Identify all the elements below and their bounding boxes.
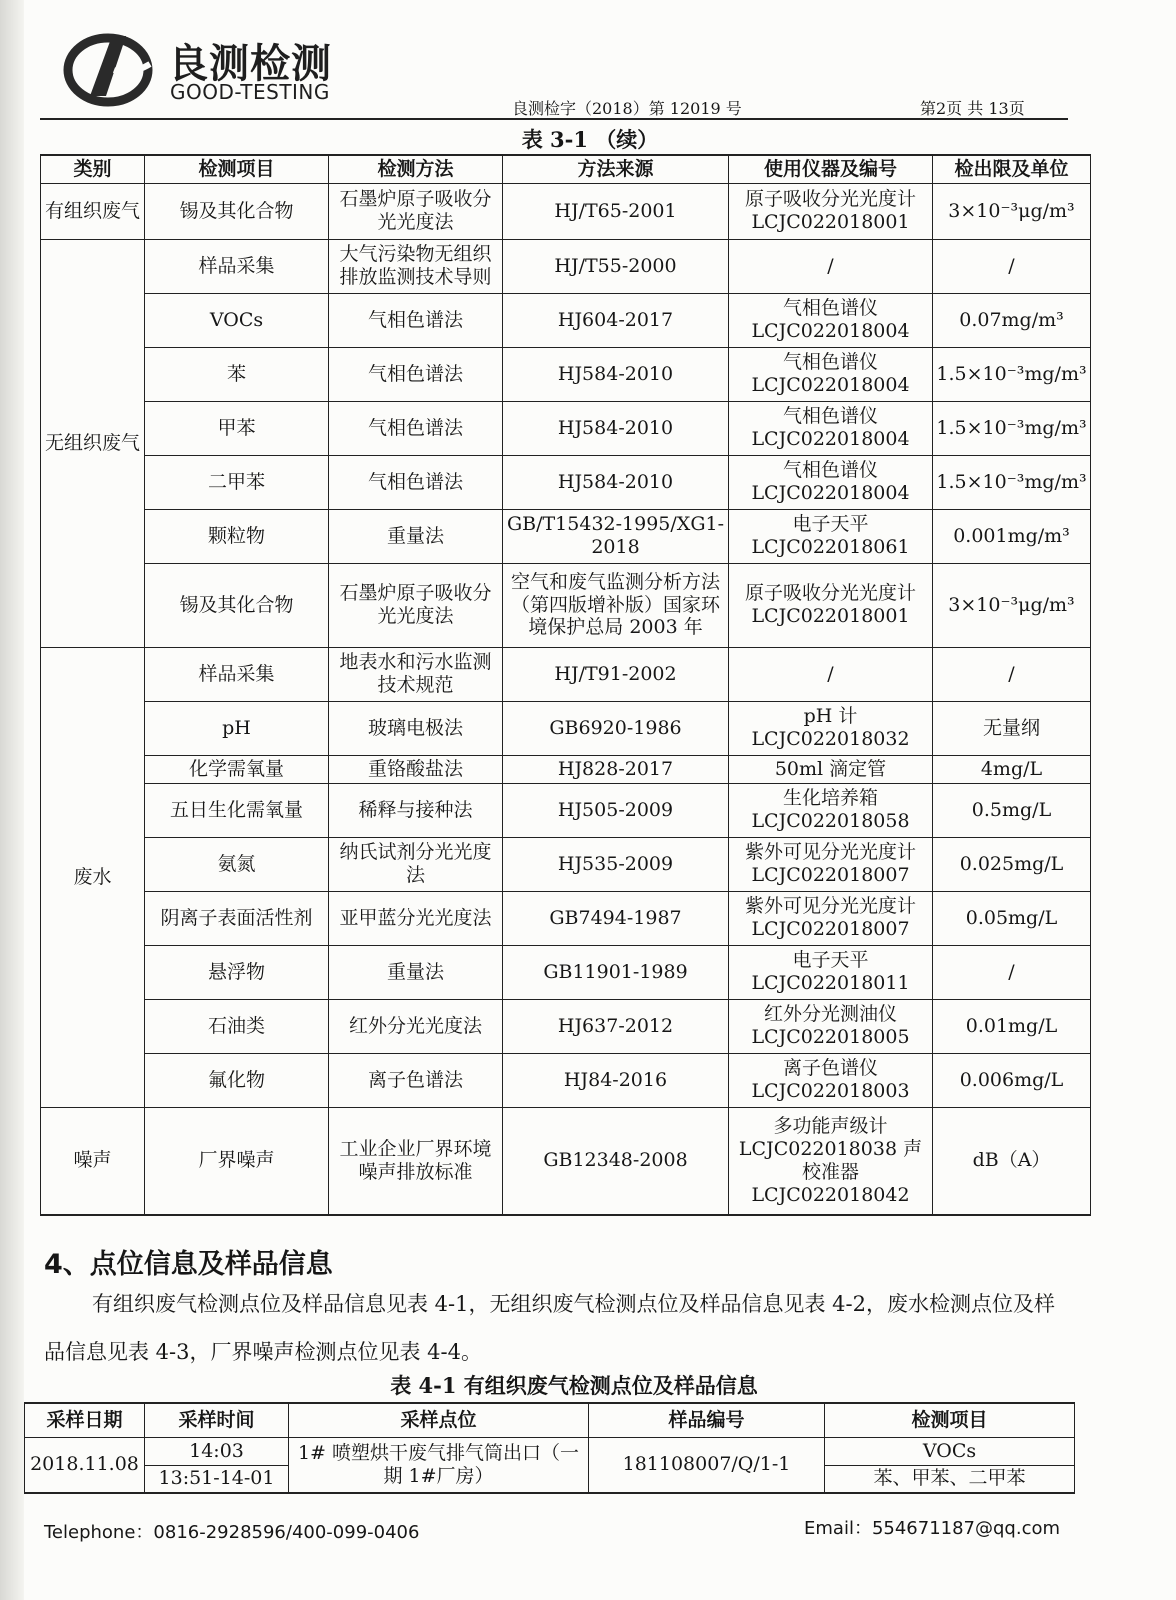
table-row (41, 347, 1091, 401)
header-category: 类别 (41, 155, 145, 183)
header-limit: 检出限及单位 (933, 155, 1091, 183)
instrument-cell: / (729, 239, 933, 293)
item-cell: 苯 (145, 347, 329, 401)
limit-cell: 1.5×10⁻³mg/m³ (933, 455, 1091, 509)
method-cell: 气相色谱法 (329, 347, 503, 401)
instrument-cell: 原子吸收分光光度计 LCJC022018001 (729, 563, 933, 647)
instrument-cell: 紫外可见分光光度计 LCJC022018007 (729, 891, 933, 945)
limit-cell: 0.006mg/L (933, 1053, 1091, 1107)
instrument-cell: 气相色谱仪 LCJC022018004 (729, 347, 933, 401)
table-row (41, 183, 1091, 239)
source-cell: HJ584-2010 (503, 455, 729, 509)
sampling-time-cell: 14:03 (145, 1437, 289, 1465)
limit-cell: 0.5mg/L (933, 783, 1091, 837)
logo-english-name: GOOD-TESTING (170, 80, 330, 104)
method-cell: 重量法 (329, 945, 503, 999)
header-method: 检测方法 (329, 155, 503, 183)
method-cell: 气相色谱法 (329, 455, 503, 509)
table-row (41, 837, 1091, 891)
item-cell: 石油类 (145, 999, 329, 1053)
method-cell: 工业企业厂界环境噪声排放标准 (329, 1107, 503, 1215)
limit-cell: dB（A） (933, 1107, 1091, 1215)
limit-cell: 3×10⁻³μg/m³ (933, 563, 1091, 647)
method-cell: 气相色谱法 (329, 401, 503, 455)
limit-cell: 0.001mg/m³ (933, 509, 1091, 563)
table-row (41, 647, 1091, 701)
item-cell: 阴离子表面活性剂 (145, 891, 329, 945)
limit-cell: 3×10⁻³μg/m³ (933, 183, 1091, 239)
item-cell: 样品采集 (145, 239, 329, 293)
source-cell: HJ637-2012 (503, 999, 729, 1053)
source-cell: GB12348-2008 (503, 1107, 729, 1215)
method-cell: 大气污染物无组织排放监测技术导则 (329, 239, 503, 293)
sampling-location-cell: 1# 喷塑烘干废气排气筒出口（一期 1#厂房） (289, 1437, 589, 1493)
source-cell: HJ/T55-2000 (503, 239, 729, 293)
table-header-row (41, 155, 1091, 183)
header-test-item: 检测项目 (825, 1403, 1075, 1437)
source-cell: GB7494-1987 (503, 891, 729, 945)
header-divider (40, 118, 1068, 120)
logo-chinese-name: 良测检测 (168, 41, 332, 87)
footer-telephone: Telephone：0816-2928596/400-099-0406 (44, 1522, 420, 1543)
limit-cell: 1.5×10⁻³mg/m³ (933, 347, 1091, 401)
source-cell: HJ535-2009 (503, 837, 729, 891)
instrument-cell: 紫外可见分光光度计 LCJC022018007 (729, 837, 933, 891)
table-row (41, 999, 1091, 1053)
page-edge-shadow (0, 0, 24, 1600)
item-cell: 氨氮 (145, 837, 329, 891)
instrument-cell: 多功能声级计 LCJC022018038 声校准器 LCJC022018042 (729, 1107, 933, 1215)
source-cell: GB11901-1989 (503, 945, 729, 999)
table-row (41, 239, 1091, 293)
test-item-cell: 苯、甲苯、二甲苯 (825, 1465, 1075, 1493)
method-cell: 亚甲蓝分光光度法 (329, 891, 503, 945)
source-cell: HJ604-2017 (503, 293, 729, 347)
item-cell: 二甲苯 (145, 455, 329, 509)
table-row (41, 509, 1091, 563)
limit-cell: / (933, 945, 1091, 999)
footer-email: Email：554671187@qq.com (804, 1518, 1061, 1539)
header-sampling-location: 采样点位 (289, 1403, 589, 1437)
item-cell: 样品采集 (145, 647, 329, 701)
table-3-1-title: 表 3-1 （续） (521, 127, 659, 152)
limit-cell: / (933, 239, 1091, 293)
source-cell: 空气和废气监测分析方法（第四版增补版）国家环境保护总局 2003 年 (503, 563, 729, 647)
table-3-1 (40, 154, 1091, 1216)
method-cell: 气相色谱法 (329, 293, 503, 347)
source-cell: GB/T15432-1995/XG1-2018 (503, 509, 729, 563)
instrument-cell: 红外分光测油仪 LCJC022018005 (729, 999, 933, 1053)
sampling-date-cell: 2018.11.08 (25, 1437, 145, 1493)
item-cell: 悬浮物 (145, 945, 329, 999)
item-cell: 化学需氧量 (145, 755, 329, 783)
method-cell: 石墨炉原子吸收分光光度法 (329, 183, 503, 239)
table-row (41, 293, 1091, 347)
table-row (41, 891, 1091, 945)
table-row (41, 401, 1091, 455)
instrument-cell: 50ml 滴定管 (729, 755, 933, 783)
instrument-cell: 电子天平 LCJC022018061 (729, 509, 933, 563)
method-cell: 地表水和污水监测技术规范 (329, 647, 503, 701)
table-4-1 (24, 1402, 1075, 1494)
table-row (41, 755, 1091, 783)
item-cell: pH (145, 701, 329, 755)
header-item: 检测项目 (145, 155, 329, 183)
item-cell: 锡及其化合物 (145, 183, 329, 239)
sample-number-cell: 181108007/Q/1-1 (589, 1437, 825, 1493)
method-cell: 玻璃电极法 (329, 701, 503, 755)
instrument-cell: 原子吸收分光光度计 LCJC022018001 (729, 183, 933, 239)
table-header-row (25, 1403, 1075, 1437)
table-row (25, 1437, 1075, 1465)
source-cell: GB6920-1986 (503, 701, 729, 755)
header-source: 方法来源 (503, 155, 729, 183)
source-cell: HJ505-2009 (503, 783, 729, 837)
table-row (41, 945, 1091, 999)
item-cell: 五日生化需氧量 (145, 783, 329, 837)
table-row (41, 1107, 1091, 1215)
item-cell: 锡及其化合物 (145, 563, 329, 647)
document-number: 良测检字（2018）第 12019 号 (512, 99, 742, 118)
limit-cell: / (933, 647, 1091, 701)
method-cell: 重铬酸盐法 (329, 755, 503, 783)
sampling-time-cell: 13:51-14-01 (145, 1465, 289, 1493)
method-cell: 重量法 (329, 509, 503, 563)
instrument-cell: 电子天平 LCJC022018011 (729, 945, 933, 999)
header-sampling-date: 采样日期 (25, 1403, 145, 1437)
category-cell: 有组织废气 (41, 183, 145, 239)
method-cell: 石墨炉原子吸收分光光度法 (329, 563, 503, 647)
limit-cell: 0.025mg/L (933, 837, 1091, 891)
category-cell: 噪声 (41, 1107, 145, 1215)
table-4-1-title: 表 4-1 有组织废气检测点位及样品信息 (390, 1373, 758, 1398)
table-row (41, 783, 1091, 837)
limit-cell: 0.05mg/L (933, 891, 1091, 945)
limit-cell: 1.5×10⁻³mg/m³ (933, 401, 1091, 455)
company-logo (60, 26, 340, 108)
logo-mark-icon (60, 26, 160, 108)
category-cell: 无组织废气 (41, 239, 145, 647)
source-cell: HJ84-2016 (503, 1053, 729, 1107)
source-cell: HJ584-2010 (503, 401, 729, 455)
instrument-cell: pH 计 LCJC022018032 (729, 701, 933, 755)
method-cell: 稀释与接种法 (329, 783, 503, 837)
instrument-cell: 离子色谱仪 LCJC022018003 (729, 1053, 933, 1107)
source-cell: HJ584-2010 (503, 347, 729, 401)
limit-cell: 0.01mg/L (933, 999, 1091, 1053)
header-instrument: 使用仪器及编号 (729, 155, 933, 183)
instrument-cell: 气相色谱仪 LCJC022018004 (729, 401, 933, 455)
instrument-cell: 气相色谱仪 LCJC022018004 (729, 293, 933, 347)
test-item-cell: VOCs (825, 1437, 1075, 1465)
item-cell: 甲苯 (145, 401, 329, 455)
method-cell: 纳氏试剂分光光度法 (329, 837, 503, 891)
section-4-heading: 4、点位信息及样品信息 (44, 1249, 333, 1280)
item-cell: 颗粒物 (145, 509, 329, 563)
item-cell: 厂界噪声 (145, 1107, 329, 1215)
source-cell: HJ/T91-2002 (503, 647, 729, 701)
limit-cell: 4mg/L (933, 755, 1091, 783)
source-cell: HJ/T65-2001 (503, 183, 729, 239)
category-cell: 废水 (41, 647, 145, 1107)
limit-cell: 0.07mg/m³ (933, 293, 1091, 347)
item-cell: 氟化物 (145, 1053, 329, 1107)
section-4-paragraph: 有组织废气检测点位及样品信息见表 4-1，无组织废气检测点位及样品信息见表 4-2，废水检测点位及样品信息见表 4-3，厂界噪声检测点位见表 4-4。 (44, 1292, 1055, 1364)
limit-cell: 无量纲 (933, 701, 1091, 755)
header-sampling-time: 采样时间 (145, 1403, 289, 1437)
method-cell: 离子色谱法 (329, 1053, 503, 1107)
method-cell: 红外分光光度法 (329, 999, 503, 1053)
header-sample-number: 样品编号 (589, 1403, 825, 1437)
instrument-cell: 生化培养箱 LCJC022018058 (729, 783, 933, 837)
page-number: 第2页 共 13页 (920, 99, 1025, 118)
source-cell: HJ828-2017 (503, 755, 729, 783)
instrument-cell: 气相色谱仪 LCJC022018004 (729, 455, 933, 509)
table-row (41, 563, 1091, 647)
instrument-cell: / (729, 647, 933, 701)
table-row (41, 701, 1091, 755)
item-cell: VOCs (145, 293, 329, 347)
table-row (41, 1053, 1091, 1107)
table-row (41, 455, 1091, 509)
